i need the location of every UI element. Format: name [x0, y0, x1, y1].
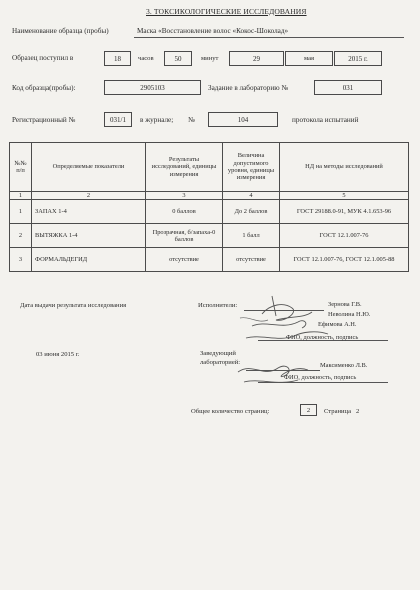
- issue-date-value: 03 июня 2015 г.: [36, 351, 80, 358]
- page-label: Страница: [324, 408, 352, 415]
- col-number: 2: [32, 192, 146, 200]
- row-limit: 1 балл: [223, 224, 280, 248]
- page-number: 2: [356, 408, 360, 415]
- executors-caption: ФИО, должность, подпись: [286, 334, 359, 341]
- row-number: 1: [10, 200, 32, 224]
- header-number: №№ п/п: [10, 143, 32, 192]
- received-month-box: мая: [285, 51, 333, 66]
- header-limit: Величина допустимого уровня, единицы измерения: [223, 143, 280, 192]
- registration-number-box: 031/1: [104, 112, 132, 127]
- received-hours-box: 18: [104, 51, 131, 66]
- executor-name: Зернова Г.В.: [328, 301, 362, 308]
- task-number-box: 031: [314, 80, 382, 95]
- executors-label: Исполнители:: [198, 302, 238, 309]
- row-limit: До 2 баллов: [223, 200, 280, 224]
- executors-signature-icon: [232, 290, 332, 350]
- row-method: ГОСТ 12.1.007-76, ГОСТ 12.1.005-88: [280, 248, 409, 272]
- journal-label: в журнале;: [140, 116, 174, 124]
- sample-name-underline: [134, 37, 404, 38]
- section-title: 3. ТОКСИКОЛОГИЧЕСКИЕ ИССЛЕДОВАНИЯ: [146, 7, 307, 16]
- table-row: [10, 224, 409, 248]
- protocol-label: протокола испытаний: [292, 116, 359, 124]
- table-header-row: [10, 143, 409, 192]
- issue-date-label: Дата выдачи результата исследования: [20, 302, 127, 309]
- row-result: отсутствие: [146, 248, 223, 272]
- table-row: [10, 200, 409, 224]
- pages-total-label: Общее количество страниц:: [191, 408, 270, 415]
- head-signature-icon: [234, 350, 314, 390]
- row-indicator: ФОРМАЛЬДЕГИД: [32, 248, 146, 272]
- received-minutes-box: 50: [164, 51, 192, 66]
- column-numbers-row: [10, 192, 409, 200]
- header-method: НД на методы исследований: [280, 143, 409, 192]
- row-number: 3: [10, 248, 32, 272]
- sample-name-value: Маска «Восстановление волос «Кокос-Шоколад»: [137, 27, 289, 35]
- protocol-number-box: 104: [208, 112, 278, 127]
- number-sign: №: [188, 116, 195, 124]
- executor-name: Ефимова А.Н.: [318, 321, 357, 328]
- received-year-box: 2015 г.: [334, 51, 382, 66]
- executor-name: Неволина Н.Ю.: [328, 311, 371, 318]
- row-method: ГОСТ 29188.0-91, МУК 4.1.653-96: [280, 200, 409, 224]
- header-result: Результаты исследований, единицы измерения: [146, 143, 223, 192]
- row-indicator: ЗАПАХ 1-4: [32, 200, 146, 224]
- sample-name-label: Наименование образца (пробы): [12, 27, 109, 35]
- row-result: Прозрачная, б/запаха-0 баллов: [146, 224, 223, 248]
- results-table: [9, 142, 409, 272]
- row-limit: отсутствие: [223, 248, 280, 272]
- col-number: 5: [280, 192, 409, 200]
- row-result: 0 баллов: [146, 200, 223, 224]
- row-number: 2: [10, 224, 32, 248]
- col-number: 3: [146, 192, 223, 200]
- sample-code-box: 2905103: [104, 80, 201, 95]
- head-label-line1: Заведующий: [200, 350, 236, 357]
- minutes-label: минут: [201, 55, 219, 62]
- row-method: ГОСТ 12.1.007-76: [280, 224, 409, 248]
- col-number: 1: [10, 192, 32, 200]
- sample-code-label: Код образца(пробы):: [12, 84, 76, 92]
- registration-label: Регистрационный №: [12, 116, 76, 124]
- received-label: Образец поступил в: [12, 54, 74, 62]
- task-label: Задание в лабораторию №: [208, 84, 289, 92]
- received-day-box: 29: [229, 51, 284, 66]
- table-row: [10, 248, 409, 272]
- head-caption: ФИО, должность, подпись: [284, 374, 357, 381]
- head-label-line2: лабораторией:: [200, 359, 241, 366]
- header-indicator: Определяемые показатели: [32, 143, 146, 192]
- col-number: 4: [223, 192, 280, 200]
- hours-label: часов: [138, 55, 154, 62]
- head-name: Максименко Л.В.: [320, 362, 368, 369]
- pages-total-box: 2: [300, 404, 317, 416]
- row-indicator: ВЫТЯЖКА 1-4: [32, 224, 146, 248]
